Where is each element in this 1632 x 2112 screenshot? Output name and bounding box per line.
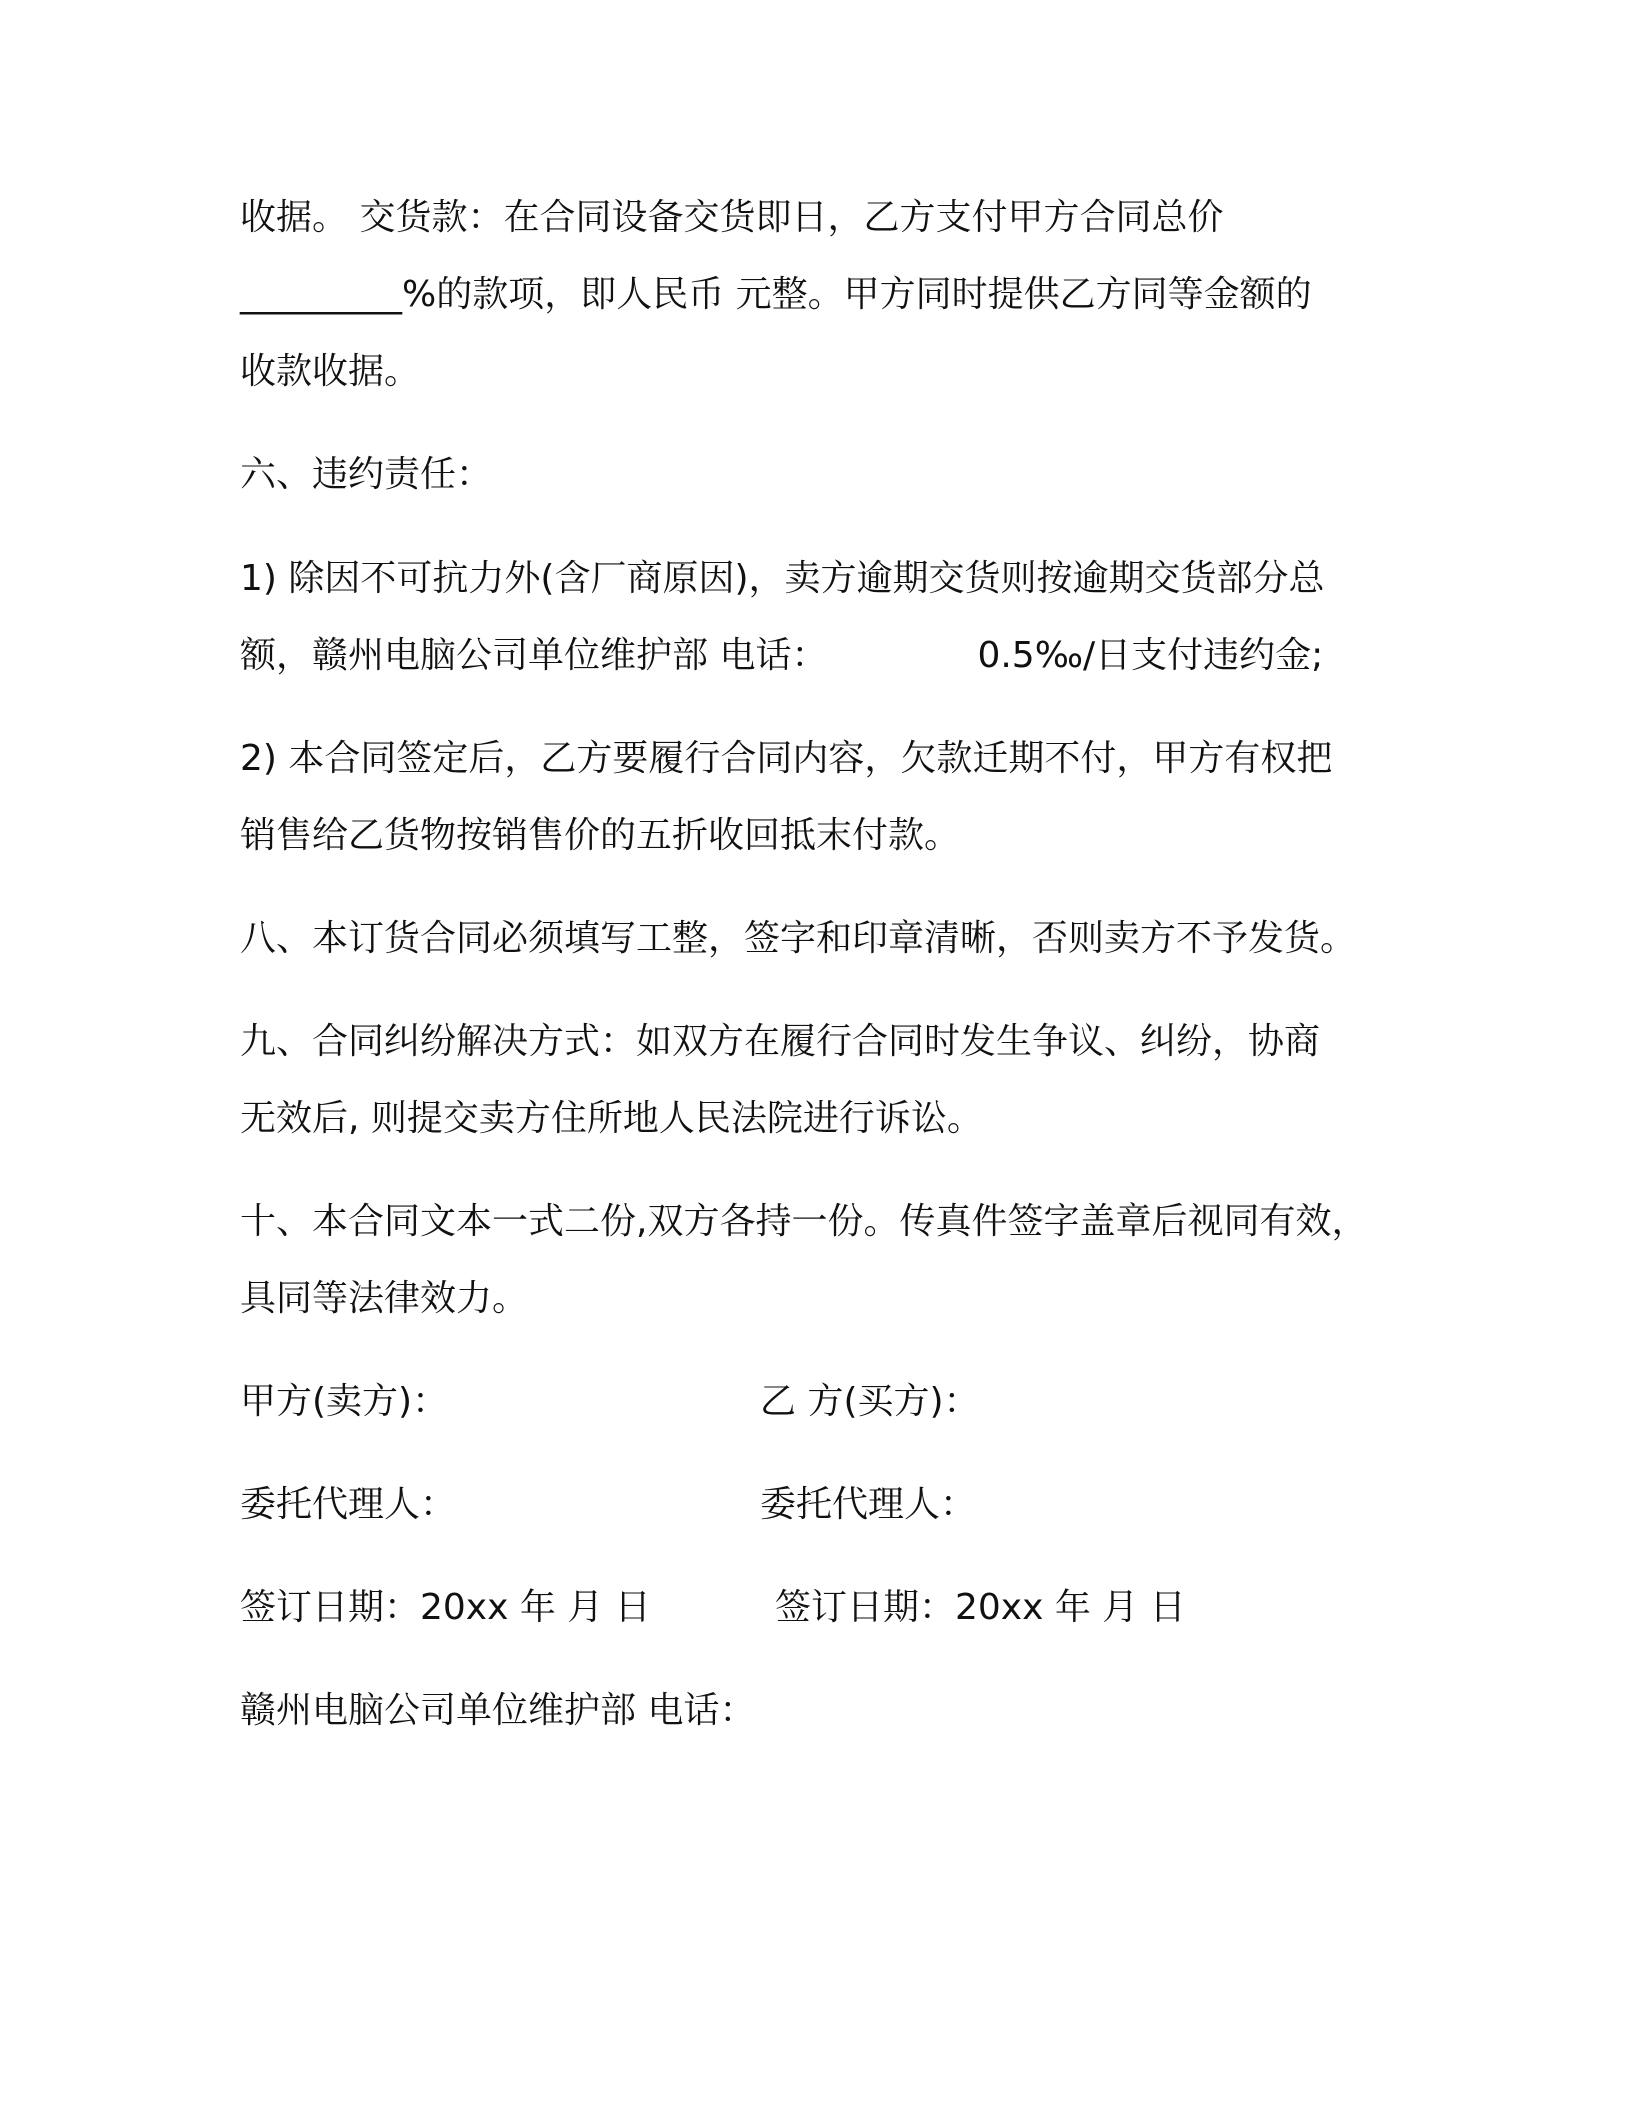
payment-paragraph-line-3: 收款收据。 [240,351,421,392]
signing-date-b: 签订日期：20xx 年 月 日 [775,1587,1186,1628]
section-10-line-2: 具同等法律效力。 [240,1278,529,1319]
payment-paragraph-line-2: _________%的款项，即人民币 元整。甲方同时提供乙方同等金额的 [240,274,1312,315]
liability-item-2-line-2: 销售给乙货物按销售价的五折收回抵末付款。 [240,815,961,856]
liability-item-1-line-2 [240,632,1323,680]
section-10-line-1: 十、本合同文本一式二份,双方各持一份。传真件签字盖章后视同有效， [240,1201,1368,1242]
agent-a-label: 委托代理人： [240,1484,457,1525]
section-8: 八、本订货合同必须填写工整，签字和印章清晰，否则卖方不予发货。 [240,918,1357,959]
party-a-label: 甲方(卖方)： [240,1381,449,1422]
signing-date-a: 签订日期：20xx 年 月 日 [240,1587,651,1628]
liability-item-1-line-1: 1) 除因不可抗力外(含厂商原因)，卖方逾期交货则按逾期交货部分总 [240,558,1325,599]
section-9-line-1: 九、合同纠纷解决方式：如双方在履行合同时发生争议、纠纷，协商 [240,1021,1321,1062]
liability-item-2-line-1: 2) 本合同签定后，乙方要履行合同内容，欠款迁期不付，甲方有权把 [240,738,1333,779]
section-9-line-2: 无效后, 则提交卖方住所地人民法院进行诉讼。 [240,1098,983,1139]
footer-contact: 赣州电脑公司单位维护部 电话： [240,1690,756,1731]
payment-paragraph-line-1: 收据。 交货款：在合同设备交货即日，乙方支付甲方合同总价 [240,197,1224,238]
liability-item-1-line-2-a: 额，赣州电脑公司单位维护部 电话： [240,635,828,676]
liability-item-1-line-2-b: 0.5‰/日支付违约金; [977,635,1324,676]
party-b-label: 乙 方(买方)： [760,1381,980,1422]
agent-b-label: 委托代理人： [760,1484,977,1525]
section-6-title: 六、违约责任： [240,454,493,495]
